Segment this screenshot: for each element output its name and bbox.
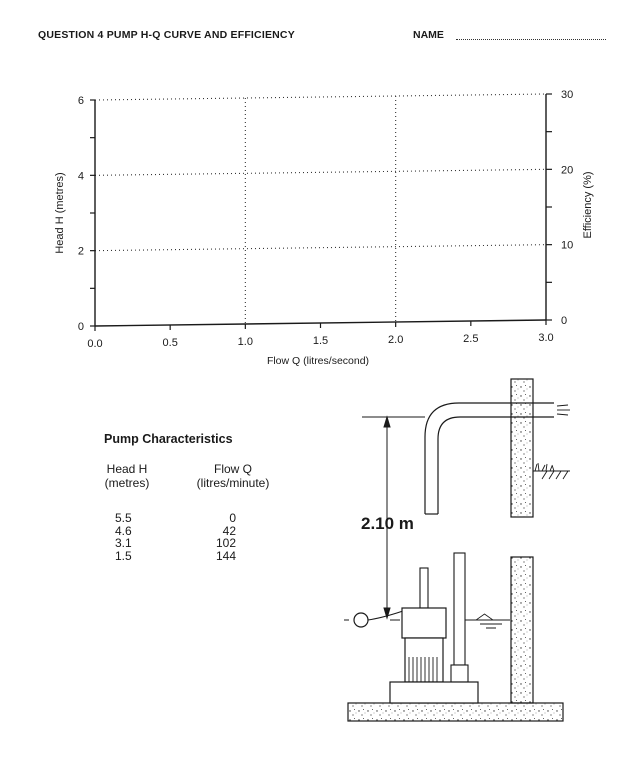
x-tick-label: 1.5 [312, 335, 329, 347]
outflow-marks [557, 405, 570, 415]
flow-values [200, 512, 236, 562]
discharge-pipe-outer [425, 403, 554, 514]
flow-value: 0 [229, 511, 236, 525]
float-switch-icon [354, 613, 368, 627]
water-level-symbol [476, 614, 493, 620]
y-tick-label: 6 [77, 95, 84, 107]
y-axis-label: Head H (metres) [54, 172, 66, 254]
y2-tick-label: 10 [561, 239, 574, 252]
head-header-line2: (metres) [104, 476, 150, 490]
x-tick-label: 2.0 [388, 334, 404, 346]
floor-slab [348, 703, 563, 721]
y-tick-label: 2 [77, 245, 84, 258]
gridline-horizontal [95, 245, 546, 251]
x-tick-label: 0.0 [87, 338, 103, 350]
flow-header-line2: (litres/minute) [196, 476, 270, 490]
head-column-header [96, 462, 158, 490]
y-ticks-left [78, 95, 95, 333]
x-tick-label: 2.5 [463, 333, 479, 345]
name-label: NAME [413, 29, 444, 41]
x-tick-label: 0.5 [162, 337, 178, 349]
question-title: QUESTION 4 PUMP H-Q CURVE AND EFFICIENCY [38, 29, 295, 41]
x-tick-label: 3.0 [538, 332, 554, 344]
flow-column-header [181, 462, 285, 490]
characteristics-title: Pump Characteristics [104, 432, 233, 446]
gridline-horizontal [95, 169, 546, 175]
rising-pipe [420, 568, 428, 608]
flow-value: 144 [215, 548, 236, 563]
y2-tick-label: 20 [561, 164, 574, 177]
pump-diagram [330, 375, 575, 740]
head-values [115, 512, 155, 562]
guide-pipe-foot [451, 665, 468, 682]
flow-value: 102 [215, 536, 236, 550]
y-ticks-right [546, 89, 573, 327]
pump-base [390, 682, 478, 703]
head-value: 5.5 [115, 511, 132, 525]
x-axis-label: Flow Q (litres/second) [266, 355, 370, 367]
head-value: 1.5 [115, 548, 132, 563]
pump-motor [402, 608, 446, 638]
ground-surface [533, 463, 570, 479]
y-tick-label: 0 [77, 321, 84, 333]
lower-wall [511, 557, 533, 703]
gridline-horizontal [95, 94, 546, 100]
y-tick-label: 4 [77, 170, 84, 183]
flow-value: 42 [222, 523, 236, 538]
flow-header-line1: Flow Q [213, 462, 252, 476]
y2-tick-label: 0 [561, 315, 568, 327]
head-value: 4.6 [115, 523, 132, 538]
upper-wall [511, 379, 533, 517]
head-value: 3.1 [115, 536, 132, 550]
y2-tick-label: 30 [561, 89, 574, 101]
x-tick-label: 1.0 [237, 336, 253, 348]
y2-axis-label: Efficiency (%) [582, 171, 594, 239]
lift-height-label: 2.10 m [361, 514, 414, 533]
guide-pipe [454, 553, 465, 665]
head-header-line1: Head H [106, 462, 148, 476]
chart-grid [95, 94, 546, 324]
